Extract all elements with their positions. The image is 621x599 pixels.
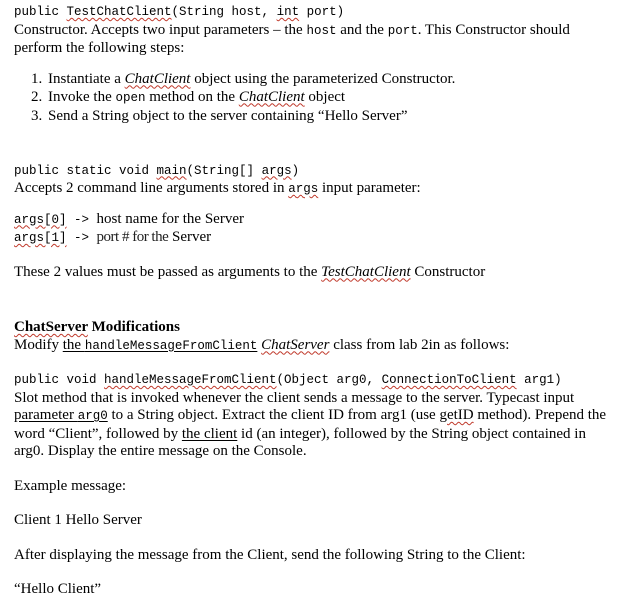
body-text: object	[304, 88, 346, 105]
body-text: Send a String object to the server containing “Hello Server”	[48, 107, 408, 124]
list-item	[46, 107, 618, 125]
example-message: Client 1 Hello Server	[14, 512, 142, 528]
getid-text: getID	[439, 407, 474, 423]
body-text: Constructor	[410, 263, 486, 280]
body-text: class from lab 2in as follows:	[329, 336, 510, 353]
code-text: (Object arg0,	[276, 373, 382, 387]
body-text: the	[62, 336, 85, 353]
reply-string: “Hello Client”	[14, 581, 102, 597]
document-page	[14, 4, 618, 599]
heading-text: Modifications	[87, 319, 180, 335]
section-heading	[14, 319, 618, 337]
code-text: public static void	[14, 163, 157, 178]
modify-instruction	[14, 337, 618, 356]
body-text: Constructor. Accepts two input parameters – the	[14, 21, 307, 38]
arg1-line	[14, 229, 618, 248]
int-keyword-code: int	[276, 5, 300, 19]
emphasis-text: ChatClient	[124, 70, 191, 87]
main-description	[14, 180, 618, 199]
body-text: Modify	[14, 336, 63, 353]
inline-code-method: handleMessageFromClient	[84, 338, 258, 353]
code-text: public	[14, 5, 67, 19]
code-text: port)	[299, 5, 345, 19]
body-text: method on the	[145, 88, 239, 105]
body-text: and the	[336, 21, 388, 38]
body-text: Server	[168, 229, 212, 245]
constructor-signature	[14, 4, 618, 22]
body-text: method). Prepend the word “Client”, followed by	[14, 407, 607, 442]
class-name-code: TestChatClient	[66, 5, 172, 19]
inline-code-args0: args[0]	[14, 212, 67, 227]
body-text: Invoke the	[48, 88, 116, 105]
inline-code-host: host	[306, 23, 337, 38]
body-text: host name for the Server	[96, 210, 244, 227]
body-text: parameter	[14, 407, 78, 423]
inline-code-args1: args[1]	[14, 231, 67, 245]
constructor-steps-list	[14, 70, 618, 125]
heading-text: ChatServer	[14, 319, 88, 335]
inline-code-port: port	[387, 23, 418, 38]
inline-code-args: args	[288, 182, 319, 196]
body-text: to a String object. Extract the client ID from arg1 (use	[107, 407, 440, 423]
emphasis-text: ChatServer	[261, 336, 330, 353]
constructor-description	[14, 22, 618, 58]
handler-description	[14, 390, 618, 461]
code-text: )	[291, 163, 300, 178]
handler-signature	[14, 372, 618, 390]
body-text: Instantiate a	[48, 70, 125, 87]
main-method-code: main	[156, 163, 187, 178]
emphasis-text: ChatClient	[238, 88, 305, 105]
body-text: port # for the	[96, 229, 169, 245]
arrow-code: ->	[66, 212, 97, 227]
body-text: . This Constructor should perform the following steps:	[14, 21, 570, 56]
main-signature	[14, 163, 618, 181]
type-name-code: ConnectionToClient	[381, 373, 517, 387]
body-text: object using the parameterized Constructor.	[190, 70, 456, 87]
arrow-code: ->	[66, 231, 97, 245]
body-text: the client	[181, 425, 238, 442]
arg0-line	[14, 211, 618, 230]
emphasis-text: TestChatClient	[321, 263, 411, 280]
example-label: Example message:	[14, 477, 127, 494]
body-text: These 2 values must be passed as arguments to the	[14, 263, 322, 280]
constructor-note	[14, 264, 618, 282]
body-text: Accepts 2 command line arguments stored in	[14, 180, 289, 196]
list-item	[46, 70, 618, 88]
code-text: arg1)	[516, 373, 562, 387]
body-text: Slot method that is invoked whenever the client sends a message to the server. Typecast input	[14, 389, 575, 406]
inline-code-open: open	[115, 90, 146, 105]
body-text: id (an integer), followed by the String object contained in arg0. Display the entire message on the Console.	[14, 425, 586, 459]
args-param-code: args	[261, 163, 292, 178]
after-instruction: After displaying the message from the Client, send the following String to the Client:	[14, 546, 526, 563]
method-name-code: handleMessageFromClient	[104, 373, 277, 387]
code-text: (String[]	[186, 163, 262, 178]
code-text: (String host,	[171, 5, 277, 19]
body-text: input parameter:	[318, 180, 421, 196]
list-item	[46, 88, 618, 107]
code-text: public void	[14, 373, 105, 387]
inline-code-arg0: arg0	[77, 409, 108, 423]
